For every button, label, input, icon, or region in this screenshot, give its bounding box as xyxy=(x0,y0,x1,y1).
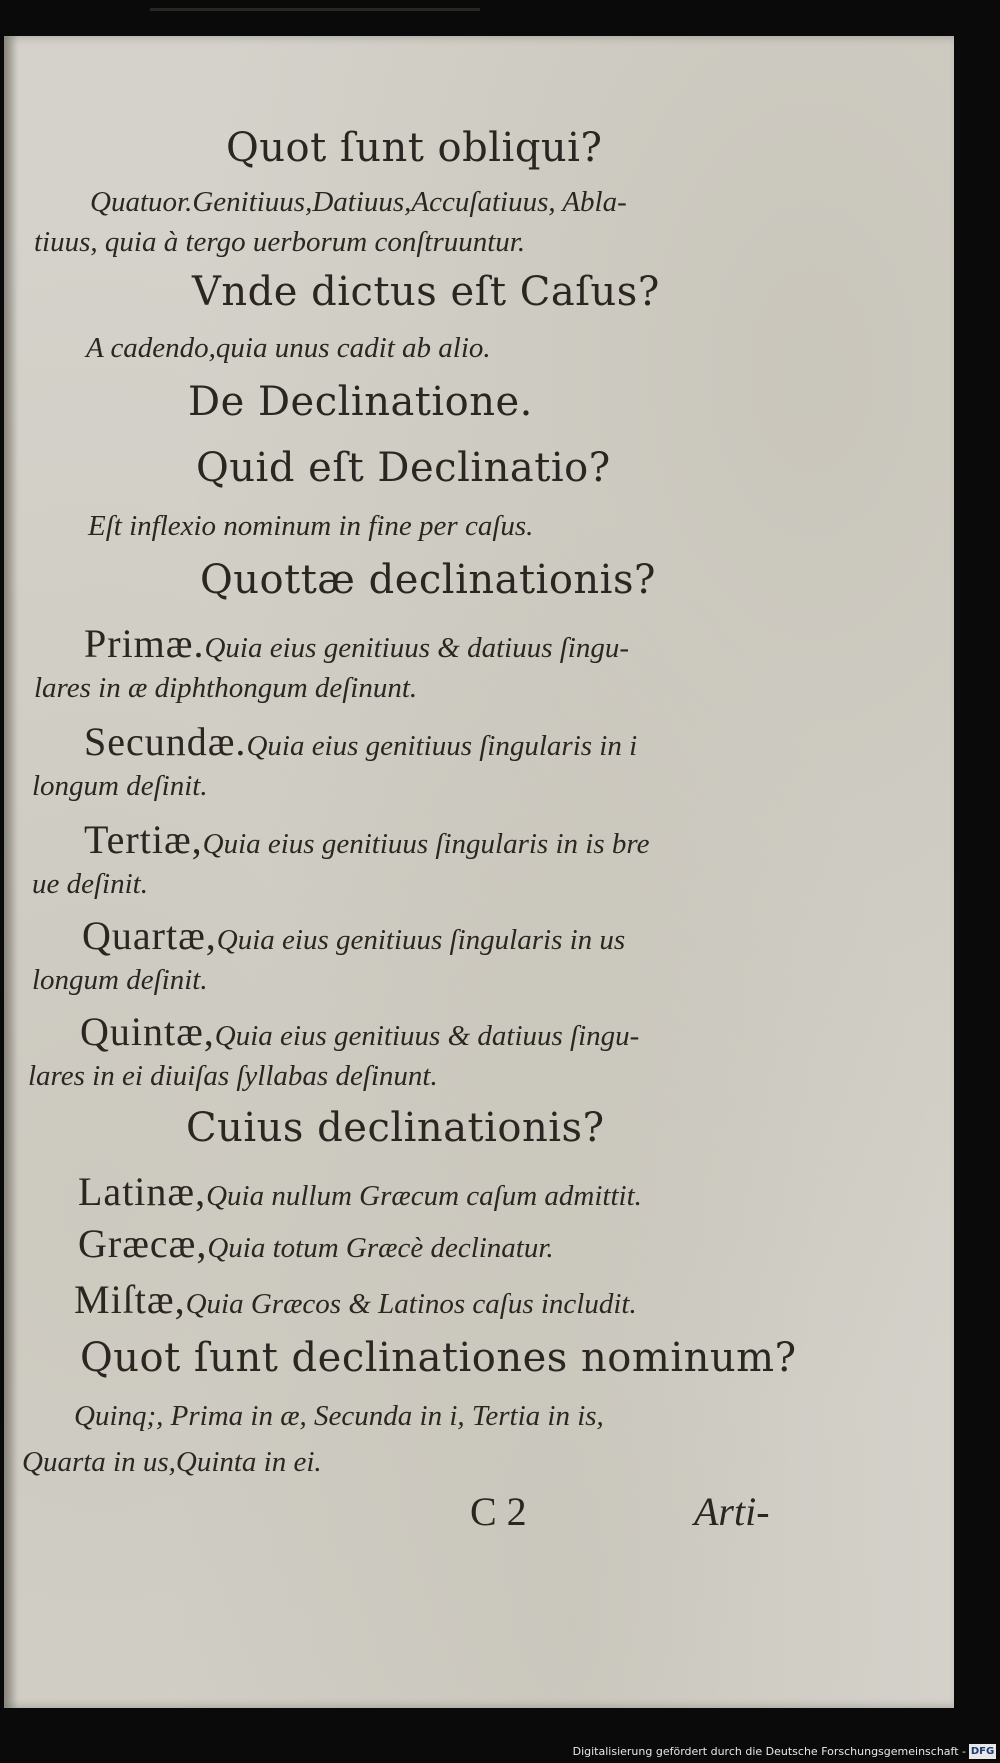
text-line: Eſt inflexio nominum in fine per caſus. xyxy=(88,510,534,542)
text-line: A cadendo,quia unus cadit ab alio. xyxy=(86,332,491,364)
catchword: Arti- xyxy=(694,1489,770,1534)
entry-text: Quia eius genitiuus ſingularis in i xyxy=(246,730,638,762)
text-line: tiuus, quia à tergo uerborum conſtruuntur. xyxy=(34,226,526,258)
entry-lead: Quartæ, xyxy=(82,913,217,958)
page-text xyxy=(4,36,954,1708)
entry-text: Quia nullum Græcum caſum admittit. xyxy=(206,1180,642,1212)
text-line: lares in æ diphthongum deſinunt. xyxy=(34,672,418,704)
heading-quot-sunt-declinationes: Quot ſunt declinationes nominum? xyxy=(80,1335,797,1381)
credit-text: Digitalisierung gefördert durch die Deutsche Forschungsgemeinschaft - xyxy=(572,1745,966,1758)
signature-mark: C 2 xyxy=(470,1489,527,1534)
text-line: Quarta in us,Quinta in ei. xyxy=(22,1446,322,1478)
entry-lead: Secundæ. xyxy=(84,719,247,764)
text-line: Quatuor.Genitiuus,Datiuus,Accuſatiuus, Abla- xyxy=(90,186,627,218)
book-page xyxy=(4,36,954,1708)
entry-secundae xyxy=(84,719,638,764)
entry-text: Quia Græcos & Latinos caſus includit. xyxy=(185,1288,637,1320)
entry-quartae xyxy=(82,913,626,958)
entry-text: Quia eius genitiuus & datiuus ſingu- xyxy=(214,1020,640,1052)
text-line: ue deſinit. xyxy=(32,868,148,900)
entry-primae xyxy=(84,621,630,666)
heading-quid-est-declinatio: Quid eſt Declinatio? xyxy=(196,445,611,491)
text-line: longum deſinit. xyxy=(32,964,208,996)
entry-quintae xyxy=(80,1009,640,1054)
text-line: Quinq;, Prima in æ, Secunda in i, Tertia in is, xyxy=(74,1400,604,1432)
entry-text: Quia eius genitiuus ſingularis in is bre xyxy=(202,828,650,860)
entry-mistae xyxy=(74,1277,637,1322)
heading-cuius-declinationis: Cuius declinationis? xyxy=(186,1105,605,1151)
text-line: lares in ei diuiſas ſyllabas deſinunt. xyxy=(28,1060,438,1092)
entry-lead: Tertiæ, xyxy=(84,817,203,862)
dfg-logo-icon: DFG xyxy=(970,1746,995,1757)
heading-vnde-dictus: Vnde dictus eſt Caſus? xyxy=(192,269,660,315)
book-top-edge xyxy=(150,8,480,11)
heading-quottae-declinationis: Quottæ declinationis? xyxy=(200,557,656,603)
credit-bar xyxy=(0,1742,1000,1763)
entry-text: Quia eius genitiuus & datiuus ſingu- xyxy=(204,632,630,664)
entry-lead: Miſtæ, xyxy=(74,1277,186,1322)
text-line: longum deſinit. xyxy=(32,770,208,802)
entry-text: Quia eius genitiuus ſingularis in us xyxy=(216,924,626,956)
entry-latinae xyxy=(78,1169,642,1214)
entry-lead: Quintæ, xyxy=(80,1009,215,1054)
heading-quot-sunt-obliqui: Quot ſunt obliqui? xyxy=(226,125,603,171)
entry-tertiae xyxy=(84,817,650,862)
entry-lead: Primæ. xyxy=(84,621,205,666)
heading-de-declinatione: De Declinatione. xyxy=(188,379,533,425)
entry-lead: Latinæ, xyxy=(78,1169,207,1214)
entry-graecae xyxy=(78,1221,554,1266)
entry-text: Quia totum Græcè declinatur. xyxy=(207,1232,554,1264)
entry-lead: Græcæ, xyxy=(78,1221,208,1266)
